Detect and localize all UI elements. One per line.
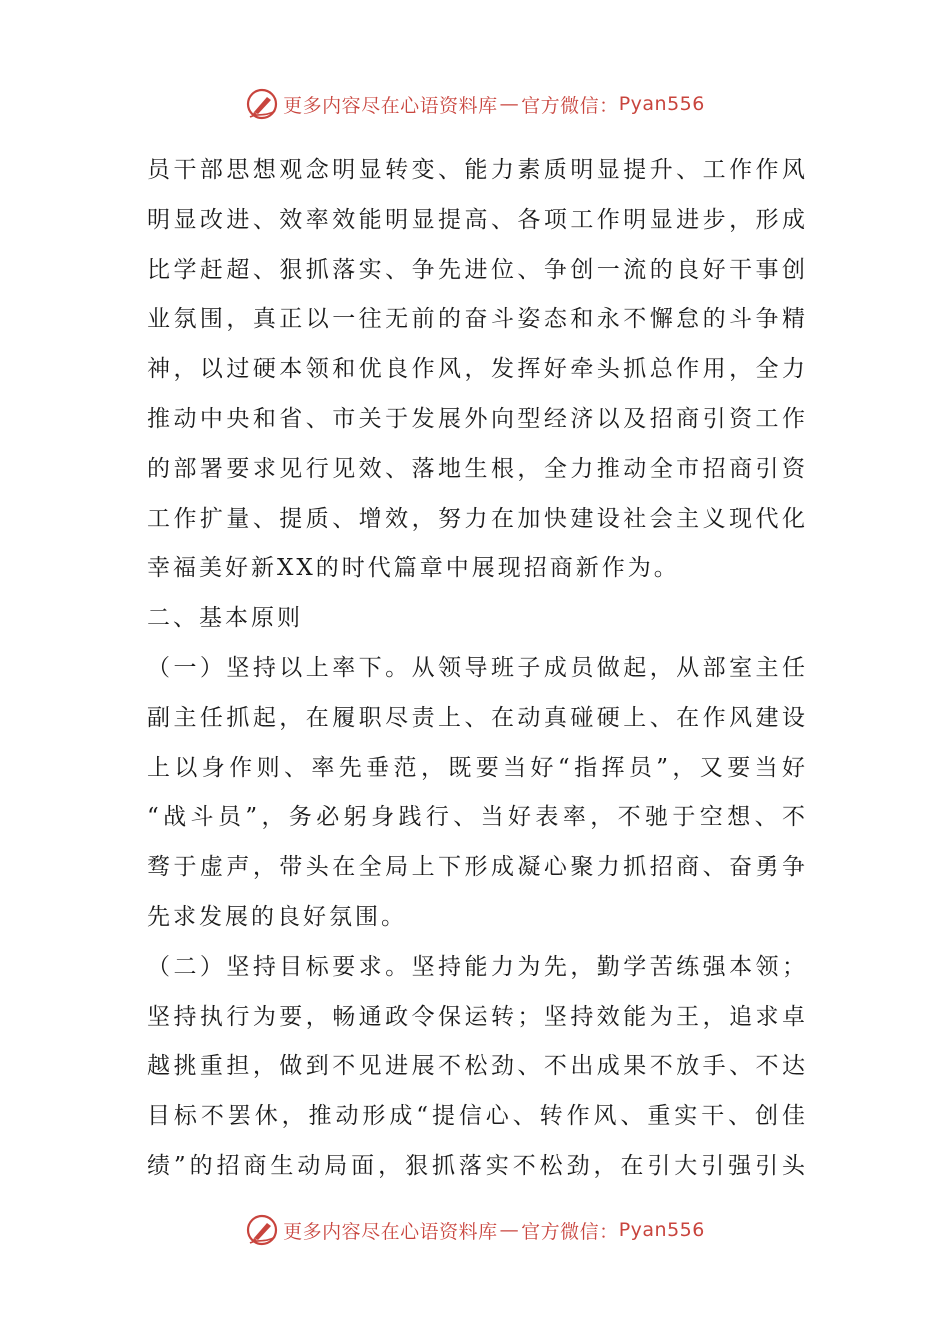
document-body (147, 146, 805, 1192)
watermark-header (0, 84, 950, 124)
text-line: 越挑重担，做到不见进展不松劲、不出成果不放手、不达 (147, 1053, 805, 1080)
text-line: 员干部思想观念明显转变、能力素质明显提升、工作作风 (147, 157, 805, 183)
watermark-separator: — (499, 1219, 520, 1241)
watermark-id: Pyan556 (618, 93, 705, 115)
text-line: 神，以过硬本领和优良作风，发挥好牵头抓总作用，全力 (147, 356, 805, 383)
watermark-text: 更多内容尽在心语资料库 (283, 1220, 498, 1243)
text-line: 副主任抓起，在履职尽责上、在动真碰硬上、在作风建设 (147, 704, 805, 731)
watermark-label: 官方微信： (521, 1220, 619, 1243)
pen-logo-icon (245, 87, 279, 121)
text-line: “战斗员”，务必躬身践行、当好表率，不驰于空想、不 (147, 804, 805, 831)
text-line: 比学赶超、狠抓落实、争先进位、争创一流的良好干事创 (147, 256, 805, 283)
text-line: 目标不罢休，推动形成“提信心、转作风、重实干、创佳 (147, 1103, 805, 1130)
watermark-text: 更多内容尽在心语资料库 (283, 94, 498, 117)
text-line: 明显改进、效率效能明显提高、各项工作明显进步，形成 (147, 206, 805, 233)
text-line: 绩”的招商生动局面，狠抓落实不松劲，在引大引强引头 (147, 1152, 805, 1179)
text-line: 上以身作则、率先垂范，既要当好“指挥员”，又要当好 (147, 754, 805, 781)
text-line: 坚持执行为要，畅通政令保运转；坚持效能为王，追求卓 (147, 1003, 805, 1030)
watermark-id: Pyan556 (618, 1219, 705, 1241)
text-line: 先求发展的良好氛围。 (147, 903, 407, 930)
text-line: 工作扩量、提质、增效，努力在加快建设社会主义现代化 (147, 505, 805, 532)
text-line: （二）坚持目标要求。坚持能力为先，勤学苦练强本领； (147, 953, 805, 980)
text-line: 业氛围，真正以一往无前的奋斗姿态和永不懈怠的斗争精 (147, 306, 805, 333)
watermark-label: 官方微信： (521, 94, 619, 117)
watermark-separator: — (499, 93, 520, 115)
text-line: 二、基本原则 (147, 605, 303, 632)
text-line: 推动中央和省、市关于发展外向型经济以及招商引资工作 (147, 405, 805, 432)
text-line: 的部署要求见行见效、落地生根，全力推动全市招商引资 (147, 455, 805, 482)
text-line: （一）坚持以上率下。从领导班子成员做起，从部室主任 (147, 654, 805, 681)
text-line: 幸福美好新XX的时代篇章中展现招商新作为。 (147, 555, 680, 582)
text-line: 骛于虚声，带头在全局上下形成凝心聚力抓招商、奋勇争 (147, 854, 805, 881)
watermark-footer (0, 1210, 950, 1250)
pen-logo-icon (245, 1213, 279, 1247)
